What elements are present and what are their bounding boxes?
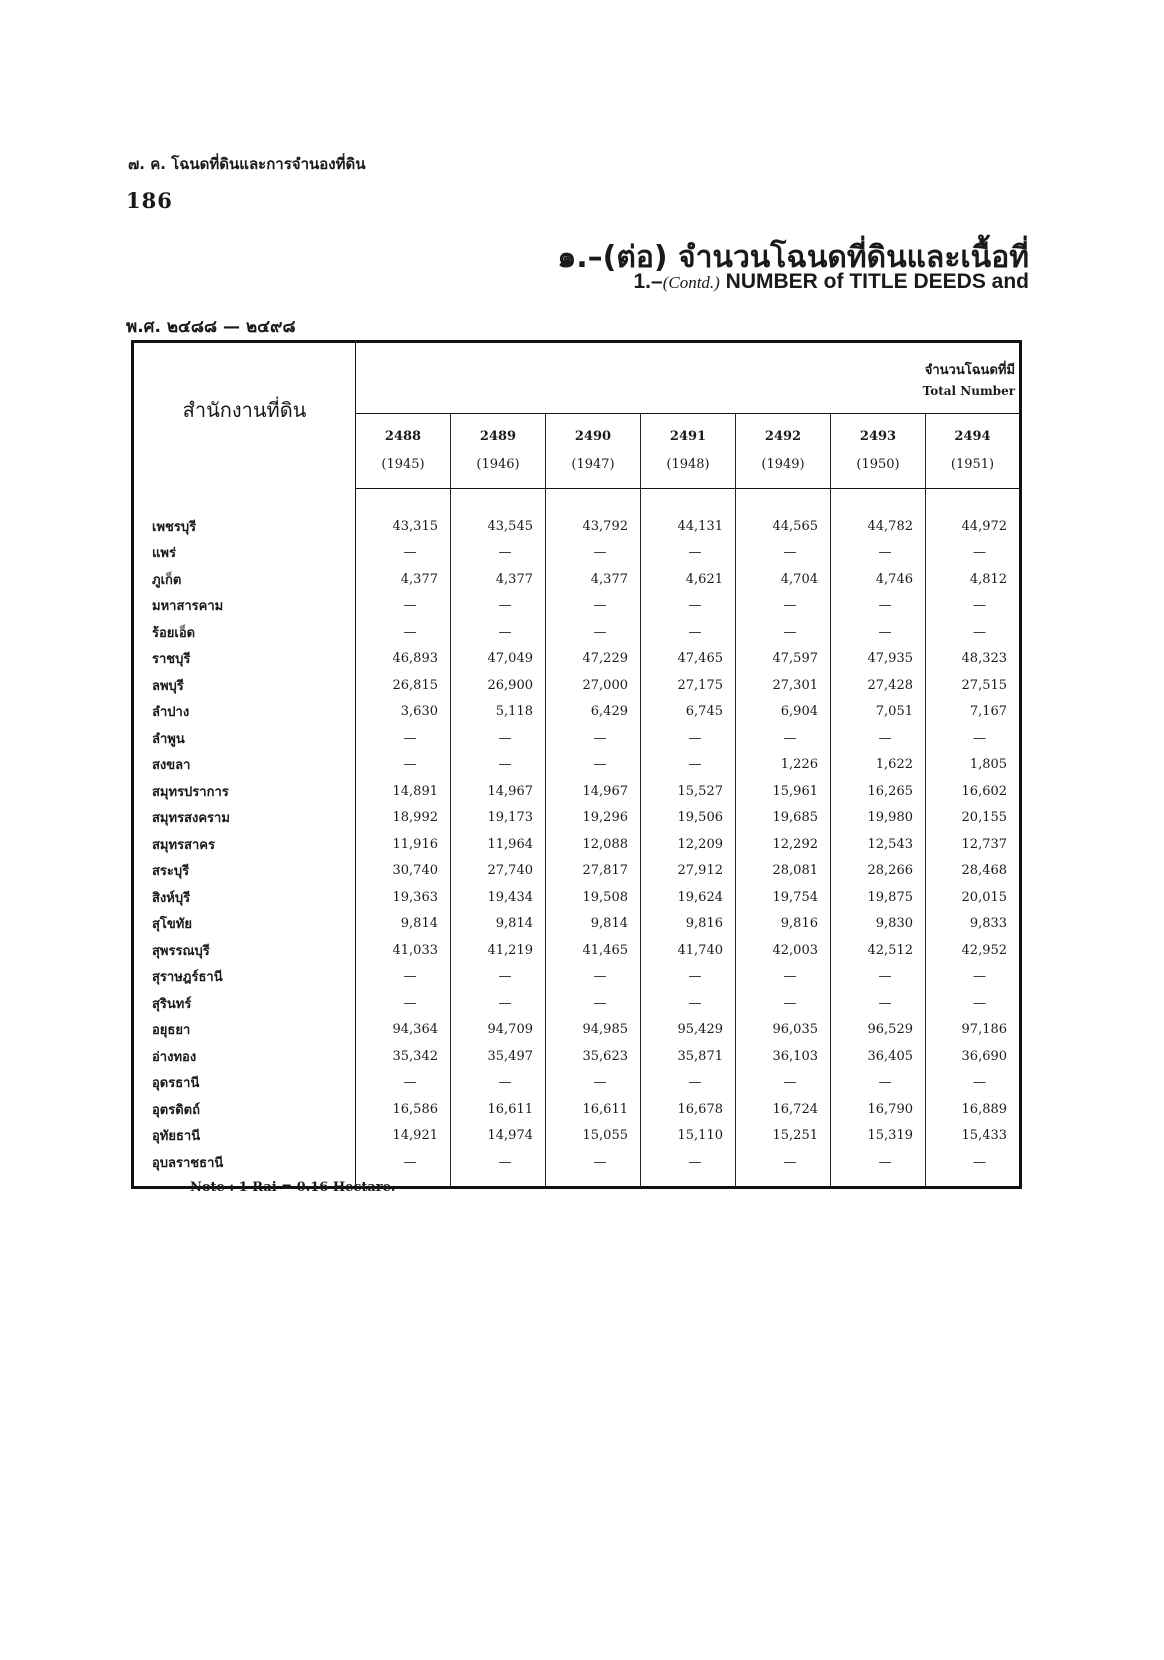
table-row	[133, 911, 1021, 938]
table-row	[133, 1123, 1021, 1150]
year-buddhist-era: 2492	[764, 429, 802, 444]
deed-count-cell: —	[546, 964, 641, 991]
deed-count-cell: 20,015	[926, 884, 1021, 911]
deed-count-cell: 16,678	[641, 1096, 736, 1123]
deed-count-cell: —	[831, 593, 926, 620]
deed-count-cell: 41,033	[356, 937, 451, 964]
table-row	[133, 937, 1021, 964]
deed-count-cell: —	[546, 752, 641, 779]
office-name-cell: ภูเก็ต	[133, 566, 356, 593]
table-row	[133, 725, 1021, 752]
deed-count-cell: 19,173	[451, 805, 546, 832]
deed-count-cell: 27,428	[831, 672, 926, 699]
deed-count-cell: —	[356, 964, 451, 991]
deed-count-cell: 47,049	[451, 646, 546, 673]
deed-count-cell: 44,565	[736, 489, 831, 540]
deed-count-cell: —	[736, 619, 831, 646]
deed-count-cell: —	[926, 725, 1021, 752]
office-name-cell: เพชรบุรี	[133, 489, 356, 540]
deed-count-cell: 4,377	[356, 566, 451, 593]
deed-count-cell: —	[451, 1070, 546, 1097]
office-name-cell: อ่างทอง	[133, 1043, 356, 1070]
deed-count-cell: —	[926, 593, 1021, 620]
deed-count-cell: 27,301	[736, 672, 831, 699]
year-column-header	[641, 414, 736, 489]
deed-count-cell: 4,377	[451, 566, 546, 593]
deed-count-cell: 16,889	[926, 1096, 1021, 1123]
deed-count-cell: 16,790	[831, 1096, 926, 1123]
deed-count-cell: 12,209	[641, 831, 736, 858]
deed-count-cell: 28,266	[831, 858, 926, 885]
deed-count-cell: 15,319	[831, 1123, 926, 1150]
table-row	[133, 540, 1021, 567]
office-name-cell: สมุทรปราการ	[133, 778, 356, 805]
office-name-cell: สุพรรณบุรี	[133, 937, 356, 964]
deed-count-cell: —	[831, 964, 926, 991]
deed-count-cell: —	[356, 540, 451, 567]
deed-count-cell: 5,118	[451, 699, 546, 726]
deed-count-cell: 7,167	[926, 699, 1021, 726]
deed-count-cell: —	[641, 593, 736, 620]
deed-count-cell: 96,035	[736, 1017, 831, 1044]
office-name-cell: อุบลราชธานี	[133, 1149, 356, 1187]
deed-count-cell: —	[641, 540, 736, 567]
table-row	[133, 489, 1021, 540]
deed-count-cell: —	[641, 964, 736, 991]
deed-count-cell: —	[736, 593, 831, 620]
page-number: 186	[126, 188, 173, 213]
deed-count-cell: 19,506	[641, 805, 736, 832]
deed-count-cell: —	[736, 1070, 831, 1097]
deed-count-cell: 19,875	[831, 884, 926, 911]
deed-count-cell: 43,315	[356, 489, 451, 540]
office-name-cell: อุทัยธานี	[133, 1123, 356, 1150]
deed-count-cell: —	[356, 1070, 451, 1097]
group-header-thai: จำนวนโฉนดที่มี	[924, 363, 1016, 378]
deed-count-cell: 48,323	[926, 646, 1021, 673]
year-common-era: (1948)	[666, 457, 710, 472]
deed-count-cell: —	[641, 752, 736, 779]
deed-count-cell: 44,782	[831, 489, 926, 540]
deed-count-cell: 15,251	[736, 1123, 831, 1150]
deed-count-cell: —	[736, 725, 831, 752]
office-name-cell: สุรินทร์	[133, 990, 356, 1017]
deed-count-cell: 19,754	[736, 884, 831, 911]
deed-count-cell: 35,871	[641, 1043, 736, 1070]
deed-count-cell: 4,812	[926, 566, 1021, 593]
deed-count-cell: 27,515	[926, 672, 1021, 699]
deed-count-cell: 14,891	[356, 778, 451, 805]
year-buddhist-era: 2490	[574, 429, 612, 444]
table-row	[133, 699, 1021, 726]
deed-count-cell: 35,497	[451, 1043, 546, 1070]
deed-count-cell: 9,833	[926, 911, 1021, 938]
deed-count-cell: —	[736, 990, 831, 1017]
deed-count-cell: 14,974	[451, 1123, 546, 1150]
deed-count-cell: —	[831, 1070, 926, 1097]
title-en-contd: (Contd.)	[662, 273, 720, 292]
deed-count-cell: —	[451, 752, 546, 779]
office-name-cell: สมุทรสงคราม	[133, 805, 356, 832]
office-name-cell: ราชบุรี	[133, 646, 356, 673]
office-name-cell: สงขลา	[133, 752, 356, 779]
deed-count-cell: 1,805	[926, 752, 1021, 779]
table-row	[133, 1043, 1021, 1070]
deed-count-cell: —	[831, 990, 926, 1017]
group-header-english: Total Number	[922, 384, 1016, 398]
office-name-cell: อุดรธานี	[133, 1070, 356, 1097]
deed-count-cell: 36,690	[926, 1043, 1021, 1070]
deed-count-cell: —	[736, 964, 831, 991]
deed-count-cell: —	[356, 990, 451, 1017]
deed-count-cell: 27,000	[546, 672, 641, 699]
deed-count-cell: 16,586	[356, 1096, 451, 1123]
deed-count-cell: 16,611	[546, 1096, 641, 1123]
deed-count-cell: 4,377	[546, 566, 641, 593]
deed-count-cell: —	[451, 593, 546, 620]
table-row	[133, 672, 1021, 699]
deed-count-cell: 30,740	[356, 858, 451, 885]
deed-count-cell: 41,219	[451, 937, 546, 964]
deed-count-cell: 28,468	[926, 858, 1021, 885]
deed-count-cell: 44,972	[926, 489, 1021, 540]
table-row	[133, 990, 1021, 1017]
deed-count-cell: 9,814	[451, 911, 546, 938]
deed-count-cell: 44,131	[641, 489, 736, 540]
deed-count-cell: 15,527	[641, 778, 736, 805]
table-title-english	[633, 270, 1029, 294]
deed-count-cell: 94,364	[356, 1017, 451, 1044]
year-common-era: (1951)	[950, 457, 995, 472]
deed-count-cell: —	[546, 619, 641, 646]
deed-count-cell: 15,110	[641, 1123, 736, 1150]
deed-count-cell: 14,921	[356, 1123, 451, 1150]
deed-count-cell: 19,685	[736, 805, 831, 832]
deed-count-cell: 42,512	[831, 937, 926, 964]
office-name-cell: สิงห์บุรี	[133, 884, 356, 911]
deed-count-cell: 9,816	[736, 911, 831, 938]
table-row	[133, 752, 1021, 779]
deed-count-cell: 35,623	[546, 1043, 641, 1070]
year-buddhist-era: 2491	[669, 429, 707, 444]
deed-count-cell: —	[546, 1070, 641, 1097]
year-column-header	[356, 414, 451, 489]
deed-count-cell: 16,611	[451, 1096, 546, 1123]
office-name-cell: มหาสารคาม	[133, 593, 356, 620]
deed-count-cell: 9,814	[356, 911, 451, 938]
deed-count-cell: —	[641, 725, 736, 752]
deed-count-cell: 12,088	[546, 831, 641, 858]
deed-count-cell: 4,621	[641, 566, 736, 593]
deed-count-cell: 16,265	[831, 778, 926, 805]
deed-count-cell: 4,704	[736, 566, 831, 593]
total-number-group-header	[356, 342, 1021, 414]
footnote: Note : 1 Rai = 0.16 Hectare.	[190, 1180, 396, 1195]
office-name-cell: สมุทรสาคร	[133, 831, 356, 858]
office-name-cell: ลำปาง	[133, 699, 356, 726]
deed-count-cell: —	[736, 1149, 831, 1187]
deed-count-cell: —	[926, 540, 1021, 567]
deed-count-cell: 19,363	[356, 884, 451, 911]
deed-count-cell: —	[736, 540, 831, 567]
deed-count-cell: 15,055	[546, 1123, 641, 1150]
deed-count-cell: 96,529	[831, 1017, 926, 1044]
deed-count-cell: 26,815	[356, 672, 451, 699]
deed-count-cell: —	[356, 1149, 451, 1187]
table-row	[133, 964, 1021, 991]
deed-count-cell: 27,740	[451, 858, 546, 885]
deed-count-cell: 7,051	[831, 699, 926, 726]
office-name-cell: สุโขทัย	[133, 911, 356, 938]
deed-count-cell: 6,429	[546, 699, 641, 726]
office-name-cell: แพร่	[133, 540, 356, 567]
deed-count-cell: —	[926, 990, 1021, 1017]
deed-count-cell: —	[641, 1070, 736, 1097]
office-column-header: สำนักงานที่ดิน	[133, 342, 356, 489]
deed-count-cell: 27,175	[641, 672, 736, 699]
deed-count-cell: 18,992	[356, 805, 451, 832]
year-common-era: (1949)	[761, 457, 805, 472]
deed-count-cell: 41,465	[546, 937, 641, 964]
deed-count-cell: 35,342	[356, 1043, 451, 1070]
deed-count-cell: 19,296	[546, 805, 641, 832]
deed-count-cell: —	[546, 725, 641, 752]
deed-count-cell: 97,186	[926, 1017, 1021, 1044]
office-name-cell: ลพบุรี	[133, 672, 356, 699]
deed-count-cell: —	[451, 1149, 546, 1187]
deed-count-cell: —	[831, 619, 926, 646]
deed-count-cell: 20,155	[926, 805, 1021, 832]
deed-count-cell: —	[451, 964, 546, 991]
deed-count-cell: 16,602	[926, 778, 1021, 805]
deed-count-cell: —	[831, 725, 926, 752]
year-column-header	[926, 414, 1021, 489]
year-common-era: (1947)	[571, 457, 615, 472]
deed-count-cell: 47,935	[831, 646, 926, 673]
deed-count-cell: —	[546, 990, 641, 1017]
deed-count-cell: 15,433	[926, 1123, 1021, 1150]
deed-count-cell: 19,980	[831, 805, 926, 832]
deed-count-cell: —	[926, 619, 1021, 646]
deed-count-cell: —	[451, 619, 546, 646]
deed-count-cell: —	[926, 1149, 1021, 1187]
title-deeds-table	[131, 340, 1021, 1189]
deed-count-cell: 42,003	[736, 937, 831, 964]
deed-count-cell: 95,429	[641, 1017, 736, 1044]
table-row	[133, 646, 1021, 673]
table-row	[133, 805, 1021, 832]
table-row	[133, 884, 1021, 911]
deed-count-cell: 14,967	[451, 778, 546, 805]
year-column-header	[451, 414, 546, 489]
deed-count-cell: 9,816	[641, 911, 736, 938]
deed-count-cell: 4,746	[831, 566, 926, 593]
year-column-header	[831, 414, 926, 489]
deed-count-cell: —	[926, 964, 1021, 991]
deed-count-cell: —	[641, 619, 736, 646]
year-column-header	[546, 414, 641, 489]
title-en-main: NUMBER of TITLE DEEDS and	[719, 270, 1029, 293]
office-name-cell: ลำพูน	[133, 725, 356, 752]
deed-count-cell: —	[641, 990, 736, 1017]
office-name-cell: สระบุรี	[133, 858, 356, 885]
deed-count-cell: —	[831, 1149, 926, 1187]
deed-count-cell: 19,434	[451, 884, 546, 911]
deed-count-cell: 94,709	[451, 1017, 546, 1044]
table-row	[133, 778, 1021, 805]
title-en-prefix: 1.–	[633, 270, 663, 293]
table-row	[133, 1017, 1021, 1044]
year-buddhist-era: 2488	[384, 429, 422, 444]
deed-count-cell: —	[546, 540, 641, 567]
office-name-cell: สุราษฎร์ธานี	[133, 964, 356, 991]
year-buddhist-era: 2494	[954, 429, 991, 444]
deed-count-cell: —	[926, 1070, 1021, 1097]
deed-count-cell: 1,226	[736, 752, 831, 779]
deed-count-cell: 12,543	[831, 831, 926, 858]
table-row	[133, 566, 1021, 593]
deed-count-cell: 16,724	[736, 1096, 831, 1123]
deed-count-cell: 43,792	[546, 489, 641, 540]
year-common-era: (1950)	[856, 457, 900, 472]
year-buddhist-era: 2489	[479, 429, 517, 444]
deed-count-cell: 14,967	[546, 778, 641, 805]
year-common-era: (1945)	[381, 457, 425, 472]
section-header: ๗. ค. โฉนดที่ดินและการจำนองที่ดิน	[128, 155, 366, 173]
table-row	[133, 1070, 1021, 1097]
deed-count-cell: 11,964	[451, 831, 546, 858]
table-title-thai: ๑.–(ต่อ) จำนวนโฉนดที่ดินและเนื้อที่	[557, 240, 1029, 275]
deed-count-cell: 43,545	[451, 489, 546, 540]
deed-count-cell: —	[356, 752, 451, 779]
deed-count-cell: —	[356, 593, 451, 620]
deed-count-cell: 11,916	[356, 831, 451, 858]
table-row	[133, 619, 1021, 646]
year-buddhist-era: 2493	[859, 429, 897, 444]
deed-count-cell: 36,103	[736, 1043, 831, 1070]
deed-count-cell: 26,900	[451, 672, 546, 699]
deed-count-cell: 27,912	[641, 858, 736, 885]
table-row	[133, 858, 1021, 885]
office-name-cell: อยุธยา	[133, 1017, 356, 1044]
deed-count-cell: —	[356, 619, 451, 646]
year-column-header	[736, 414, 831, 489]
table-row	[133, 831, 1021, 858]
deed-count-cell: —	[546, 1149, 641, 1187]
deed-count-cell: 28,081	[736, 858, 831, 885]
deed-count-cell: 3,630	[356, 699, 451, 726]
deed-count-cell: 9,814	[546, 911, 641, 938]
deed-count-cell: —	[451, 990, 546, 1017]
table-body	[133, 489, 1021, 1188]
deed-count-cell: 42,952	[926, 937, 1021, 964]
deed-count-cell: 9,830	[831, 911, 926, 938]
deed-count-cell: 41,740	[641, 937, 736, 964]
year-common-era: (1946)	[476, 457, 520, 472]
deed-count-cell: 1,622	[831, 752, 926, 779]
deed-count-cell: —	[356, 725, 451, 752]
deed-count-cell: 27,817	[546, 858, 641, 885]
table-row	[133, 593, 1021, 620]
deed-count-cell: 6,745	[641, 699, 736, 726]
period-label: พ.ศ. ๒๔๘๘ — ๒๔๙๘	[126, 317, 296, 337]
deed-count-cell: 12,292	[736, 831, 831, 858]
table-row	[133, 1096, 1021, 1123]
office-name-cell: ร้อยเอ็ด	[133, 619, 356, 646]
office-name-cell: อุตรดิตถ์	[133, 1096, 356, 1123]
deed-count-cell: 47,597	[736, 646, 831, 673]
deed-count-cell: 6,904	[736, 699, 831, 726]
deed-count-cell: —	[451, 540, 546, 567]
deed-count-cell: 47,465	[641, 646, 736, 673]
deed-count-cell: 19,624	[641, 884, 736, 911]
deed-count-cell: —	[641, 1149, 736, 1187]
deed-count-cell: 12,737	[926, 831, 1021, 858]
deed-count-cell: —	[451, 725, 546, 752]
deed-count-cell: —	[546, 593, 641, 620]
deed-count-cell: 15,961	[736, 778, 831, 805]
deed-count-cell: 94,985	[546, 1017, 641, 1044]
deed-count-cell: 19,508	[546, 884, 641, 911]
deed-count-cell: 47,229	[546, 646, 641, 673]
deed-count-cell: 36,405	[831, 1043, 926, 1070]
deed-count-cell: 46,893	[356, 646, 451, 673]
deed-count-cell: —	[831, 540, 926, 567]
